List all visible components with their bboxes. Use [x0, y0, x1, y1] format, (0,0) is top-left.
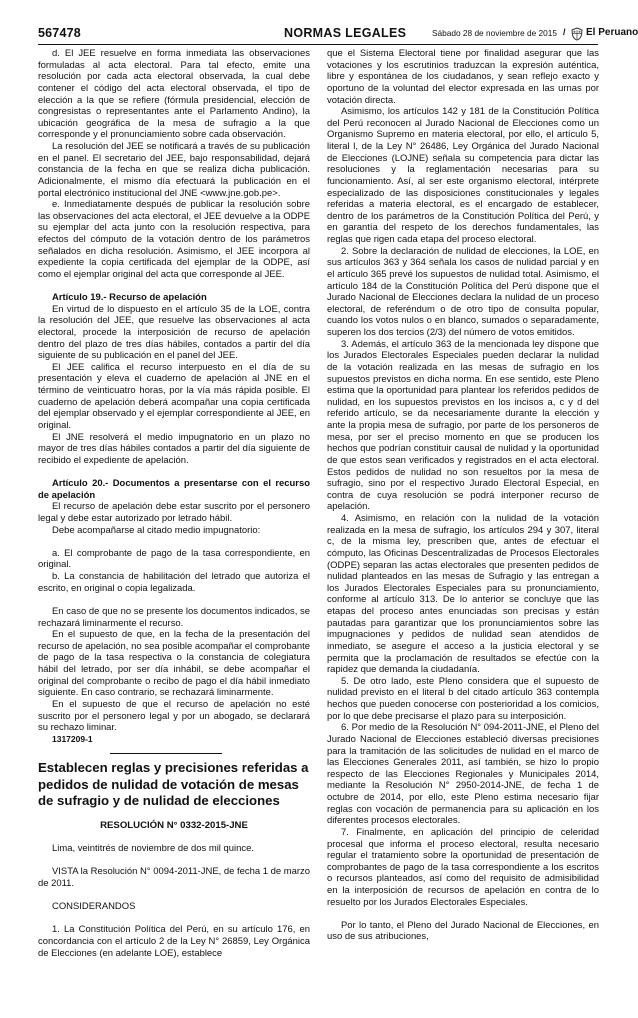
paragraph: 5. De otro lado, este Pleno considera que el supuesto de nulidad previsto en el literal b del citado artículo 363 contempla hechos que pueden conocerse con posterioridad a los comicios, por lo que debe precisarse el plazo para su interposición.: [327, 675, 599, 722]
document-code: 1317209-1: [52, 733, 93, 744]
paragraph: 7. Finalmente, en aplicación del principio de celeridad procesal que informa el proceso electoral, resulta necesario regular el tratamiento sobre la oportunidad de presentación de comprobantes de pago de la tasa correspondiente a los escritos o recursos planteados, así como del requisito de admisibilidad en la interposición de recursos de apelación en contra de lo resuelto por los Jurados Electorales Especiales.: [327, 826, 599, 908]
paragraph: La resolución del JEE se notificará a través de su publicación en el panel. El secretario del JEE, bajo responsabilidad, dejará constancia de la fecha en que se realiza dicha publicación. Adicionalmente, el mismo día efectuará la publicación en el portal electrónico institucional del JNE <www.jne.gob.pe>.: [38, 141, 310, 199]
considerandos-heading: CONSIDERANDOS: [52, 901, 136, 913]
paragraph: Debe acompañarse al citado medio impugnatorio:: [52, 524, 261, 536]
list-item: b. La constancia de habilitación del letrado que autoriza el escrito, en original o copia legalizada.: [38, 571, 310, 594]
paragraph: 1. La Constitución Política del Perú, en su artículo 176, en concordancia con el artículo 2 de la Ley N° 26859, Ley Orgánica de Elecciones (en adelante LOE), establece: [38, 924, 310, 959]
paragraph: En virtud de lo dispuesto en el artículo 35 de la LOE, contra la resolución del JEE, que resuelve las observaciones al acta electoral, procede la interposición de recurso de apelación dentro del plazo de tres días hábiles, contados a partir del día siguiente de su publicación en el panel del JEE.: [38, 303, 310, 362]
norm-title: Establecen reglas y precisiones referidas a pedidos de nulidad de votación de mesas de sufragio y de nulidad de elecciones: [38, 760, 309, 809]
closing-paragraph: Por lo tanto, el Pleno del Jurado Nacional de Elecciones, en uso de sus atribuciones,: [327, 919, 599, 943]
paragraph: En el supuesto de que el recurso de apelación no esté suscrito por el personero legal y por un abogado, se declarará su rechazo liminar.: [38, 698, 310, 734]
paragraph: e. Inmediatamente después de publicar la resolución sobre las observaciones del acta electoral, el JEE devuelve a la ODPE su ejemplar del acta junto con la resolución respectiva, para efectos del cómputo de la votación dentro de los parámetros señalados en dicha resolución. Asimismo, el JEE incorpora al expediente la copia certificada del ejemplar de la ODPE, así como el ejemplar original del acta que corresponde al JEE.: [38, 199, 310, 280]
paragraph: 6. Por medio de la Resolución N° 094-2011-JNE, el Pleno del Jurado Nacional de Elecciones estableció diversas precisiones para la tramitación de las solicitudes de nulidad en el marco de las Elecciones Generales 2011, así también, se hizo lo propio respecto de las Elecciones Regionales y Municipales 2014, mediante la Resolución N° 2950-2014-JNE, de fecha 1 de octubre de 2014, por ello, este Pleno estima necesario fijar reglas con vocación de permanencia para su aplicación en los diferentes procesos electorales.: [327, 722, 599, 827]
header-separator: /: [563, 27, 566, 37]
resolution-number: RESOLUCIÓN N° 0332-2015-JNE: [100, 819, 248, 831]
page-header: [38, 26, 638, 45]
issue-date: Sábado 28 de noviembre de 2015: [432, 28, 558, 38]
peru-coat-of-arms-icon: [570, 27, 584, 41]
article-19-heading: Artículo 19.- Recurso de apelación: [52, 292, 207, 304]
visto: VISTA la Resolución N° 0094-2011-JNE, de fecha 1 de marzo de 2011.: [38, 866, 310, 889]
page-number: 567478: [38, 26, 81, 40]
paragraph: El JEE califica el recurso interpuesto en el día de su presentación y eleva el cuaderno de apelación al JNE en el término de veinticuatro horas, por la vía más rápida posible. El cuaderno de apelación deberá acompañar una copia certificada del ejemplar observado y el ejemplar correspondiente al JEE, en original.: [38, 361, 310, 431]
left-column: [38, 48, 310, 959]
list-item: a. El comprobante de pago de la tasa correspondiente, en original.: [38, 547, 310, 571]
paragraph: El recurso de apelación debe estar suscrito por el personero legal y debe estar autorizado por letrado hábil.: [38, 501, 310, 524]
separator-rule: [110, 753, 222, 754]
paragraph: 3. Además, el artículo 363 de la mencionada ley dispone que los Jurados Electorales Especiales pueden declarar la nulidad de la votación realizada en las mesas de sufragio en los supuestos previstos en dicha norma. En ese sentido, este Pleno estima que la oportunidad para plantear los referidos pedidos de nulidad, en los supuestos previstos en los incisos a, c y d del referido artículo, se da necesariamente durante la elección y ante la propia mesa de sufragio, por parte de los personeros de mesa, por ser el preciso momento en que se producen los hechos que podrían constituir causal de nulidad y la oportunidad de que estos sean verificados y registrados en el acta electoral. Estos pedidos de nulidad no son resueltos por la mesa de sufragio, sino por el respectivo Jurado Electoral Especial, en contra de cuya resolución se podrá interponer recurso de apelación.: [327, 338, 599, 513]
paragraph: Asimismo, los artículos 142 y 181 de la Constitución Política del Perú reconocen al Jurado Nacional de Elecciones como un Organismo Supremo en materia electoral, por ello, el artículo 5, literal l, de la Ley N° 26486, Ley Orgánica del Jurado Nacional de Elecciones (LOJNE) señala su competencia para dictar las resoluciones y la reglamentación necesarias para su funcionamiento. Así, al ser este organismo electoral, intérprete especializado de las disposiciones constitucionales y legales referidas a materia electoral, es el encargado de establecer, dentro de los parámetros de la Constitución Política del Perú, y en garantía del respeto de los derechos fundamentales, las reglas que rigen cada etapa del proceso electoral.: [327, 106, 599, 245]
article-20-heading: Artículo 20.- Documentos a presentarse con el recurso de apelación: [38, 478, 310, 501]
paragraph: 2. Sobre la declaración de nulidad de elecciones, la LOE, en sus artículos 363 y 364 señala los casos de nulidad parcial y en el artículo 365 prevé los supuestos de nulidad total. Asimismo, el artículo 184 de la Constitución Política del Perú dispone que el Jurado Nacional de Elecciones declara la nulidad de un proceso electoral, de referéndum o de otro tipo de consulta popular, cuando los votos nulos o en blanco, sumados o separadamente, superen los dos tercios (2/3) del número de votos emitidos.: [327, 245, 599, 338]
paragraph: En el supuesto de que, en la fecha de la presentación del recurso de apelación, no sea posible acompañar el comprobante de pago de la tasa respectiva o la constancia de colegiatura hábil del letrado, por ser día inhábil, se debe acompañar el original del comprobante o recibo de pago el día hábil inmediato siguiente. En caso contrario, se rechazará liminarmente.: [38, 629, 310, 699]
place-date: Lima, veintitrés de noviembre de dos mil quince.: [52, 843, 254, 855]
paragraph: que el Sistema Electoral tiene por finalidad asegurar que las votaciones y los escrutinios traduzcan la expresión auténtica, libre y espontánea de los ciudadanos, y sean reflejo exacto y oportuno de la voluntad del elector expresada en las urnas por votación directa.: [327, 48, 599, 106]
right-column: [327, 48, 599, 943]
section-title: NORMAS LEGALES: [284, 26, 407, 40]
paragraph: d. El JEE resuelve en forma inmediata las observaciones formuladas al acta electoral. Para tal efecto, emite una resolución por cada acta electoral observada, la cual debe contener el código del acta electoral observada, el tipo de elección a la que se refiere (fórmula presidencial, elección de congresistas o representantes ante el Parlamento Andino), la ubicación geográfica de la mesa de sufragio a la que corresponde y el pronunciamiento sobre cada observación.: [38, 48, 310, 141]
newspaper-name: El Peruano: [586, 27, 638, 38]
paragraph: En caso de que no se presente los documentos indicados, se rechazará liminarmente el recurso.: [38, 605, 310, 629]
paragraph: 4. Asimismo, en relación con la nulidad de la votación realizada en la mesa de sufragio, los artículos 294 y 307, literal c, de la misma ley, prescriben que, antes de efectuar el cómputo, las Oficinas Descentralizadas de Procesos Electorales (ODPE) separan las actas electorales que presenten pedidos de nulidad planteados en las mesas de Sufragio y las entregan a los Jurados Electorales Especiales para su pronunciamiento, conforme al artículo 313. De lo anterior se concluye que las etapas del proceso antes enunciadas son precisas y están pautadas para garantizar que los pronunciamientos sobre las impugnaciones y pedidos de nulidad sean atendidos de inmediato, se asegure el acceso a la justicia electoral y se permita que la proclamación de resultados se efectúe con la rapidez que demanda la ciudadanía.: [327, 513, 599, 676]
paragraph: El JNE resolverá el medio impugnatorio en un plazo no mayor de tres días hábiles contados a partir del día siguiente de recibido el expediente de apelación.: [38, 431, 310, 466]
